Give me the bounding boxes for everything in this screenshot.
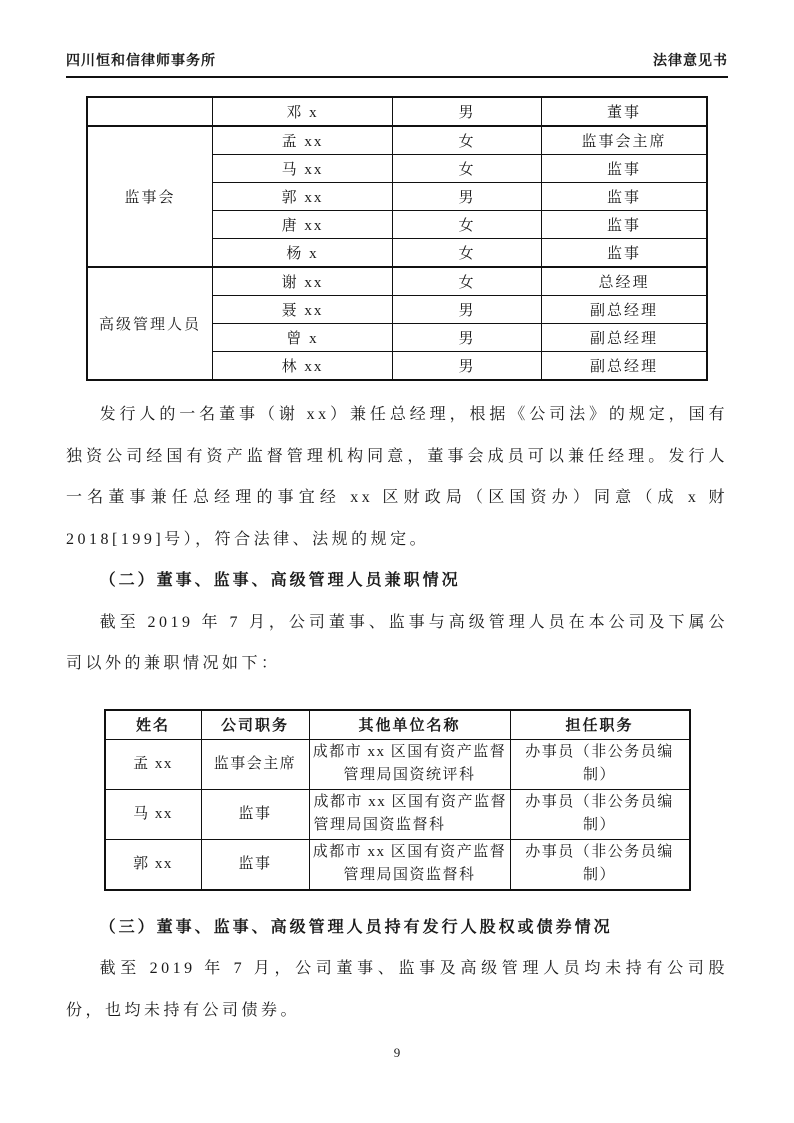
paragraph-moonlighting-intro: 截至 2019 年 7 月，公司董事、监事与高级管理人员在本公司及下属公司以外的兼职情况如下： xyxy=(66,613,728,672)
member-name-cell: 林 xx xyxy=(213,352,393,381)
column-header-name: 姓名 xyxy=(105,710,202,740)
person-name-cell: 郭 xx xyxy=(105,839,202,890)
paragraph-shareholding: 截至 2019 年 7 月，公司董事、监事及高级管理人员均未持有公司股份，也均未持有公司债券。 xyxy=(66,960,728,1019)
table-row xyxy=(87,126,707,155)
gender-cell: 男 xyxy=(393,183,542,211)
company-title-cell: 监事 xyxy=(201,789,309,839)
company-title-cell: 监事 xyxy=(201,839,309,890)
page-number: 9 xyxy=(393,1045,401,1060)
other-unit-cell: 成都市 xx 区国有资产监督管理局国资监督科 xyxy=(309,839,510,890)
table-row xyxy=(87,267,707,296)
group-cell: 监事会 xyxy=(87,126,213,267)
member-name-cell: 杨 x xyxy=(213,239,393,268)
moonlighting-table xyxy=(104,709,691,891)
group-cell: 高级管理人员 xyxy=(87,267,213,380)
title-cell: 副总经理 xyxy=(542,296,708,324)
title-cell: 副总经理 xyxy=(542,352,708,381)
gender-cell: 男 xyxy=(393,296,542,324)
position-cell: 办事员（非公务员编制） xyxy=(510,739,690,789)
member-name-cell: 聂 xx xyxy=(213,296,393,324)
title-cell: 监事会主席 xyxy=(542,126,708,155)
person-name-cell: 马 xx xyxy=(105,789,202,839)
gender-cell: 女 xyxy=(393,239,542,268)
group-cell xyxy=(87,97,213,126)
position-cell: 办事员（非公务员编制） xyxy=(510,839,690,890)
position-cell: 办事员（非公务员编制） xyxy=(510,789,690,839)
table-row xyxy=(87,97,707,126)
gender-cell: 男 xyxy=(393,324,542,352)
title-cell: 监事 xyxy=(542,183,708,211)
firm-name: 四川恒和信律师事务所 xyxy=(66,54,216,69)
title-cell: 监事 xyxy=(542,211,708,239)
other-unit-cell: 成都市 xx 区国有资产监督管理局国资统评科 xyxy=(309,739,510,789)
section-heading-2: （二）董事、监事、高级管理人员兼职情况 xyxy=(99,572,461,589)
company-title-cell: 监事会主席 xyxy=(201,739,309,789)
member-name-cell: 邓 x xyxy=(213,97,393,126)
section-heading-3: （三）董事、监事、高级管理人员持有发行人股权或债券情况 xyxy=(99,918,613,936)
title-cell: 董事 xyxy=(542,97,708,126)
gender-cell: 男 xyxy=(393,97,542,126)
gender-cell: 女 xyxy=(393,211,542,239)
member-name-cell: 谢 xx xyxy=(213,267,393,296)
title-cell: 总经理 xyxy=(542,267,708,296)
member-name-cell: 曾 x xyxy=(213,324,393,352)
title-cell: 监事 xyxy=(542,239,708,268)
doc-type: 法律意见书 xyxy=(653,54,728,69)
other-unit-cell: 成都市 xx 区国有资产监督管理局国资监督科 xyxy=(309,789,510,839)
gender-cell: 女 xyxy=(393,155,542,183)
gender-cell: 女 xyxy=(393,126,542,155)
table-header-row xyxy=(105,710,690,740)
title-cell: 副总经理 xyxy=(542,324,708,352)
member-name-cell: 郭 xx xyxy=(213,183,393,211)
table-row xyxy=(105,789,690,839)
column-header-position: 担任职务 xyxy=(510,710,690,740)
gender-cell: 女 xyxy=(393,267,542,296)
member-name-cell: 唐 xx xyxy=(213,211,393,239)
running-header xyxy=(66,50,728,78)
paragraph-concurrent-gm: 发行人的一名董事（谢 xx）兼任总经理，根据《公司法》的规定，国有独资公司经国有资产监督管理机构同意，董事会成员可以兼任经理。发行人一名董事兼任总经理的事宜经 xx 区财政局（区国资办）同意（成 x 财 2018[199]号），符合法律、法规的规定。 xyxy=(66,406,728,548)
column-header-company-title: 公司职务 xyxy=(201,710,309,740)
gender-cell: 男 xyxy=(393,352,542,381)
member-name-cell: 马 xx xyxy=(213,155,393,183)
title-cell: 监事 xyxy=(542,155,708,183)
table-row xyxy=(105,839,690,890)
member-name-cell: 孟 xx xyxy=(213,126,393,155)
table-row xyxy=(105,739,690,789)
person-name-cell: 孟 xx xyxy=(105,739,202,789)
roster-table xyxy=(86,96,708,381)
column-header-other-unit: 其他单位名称 xyxy=(309,710,510,740)
